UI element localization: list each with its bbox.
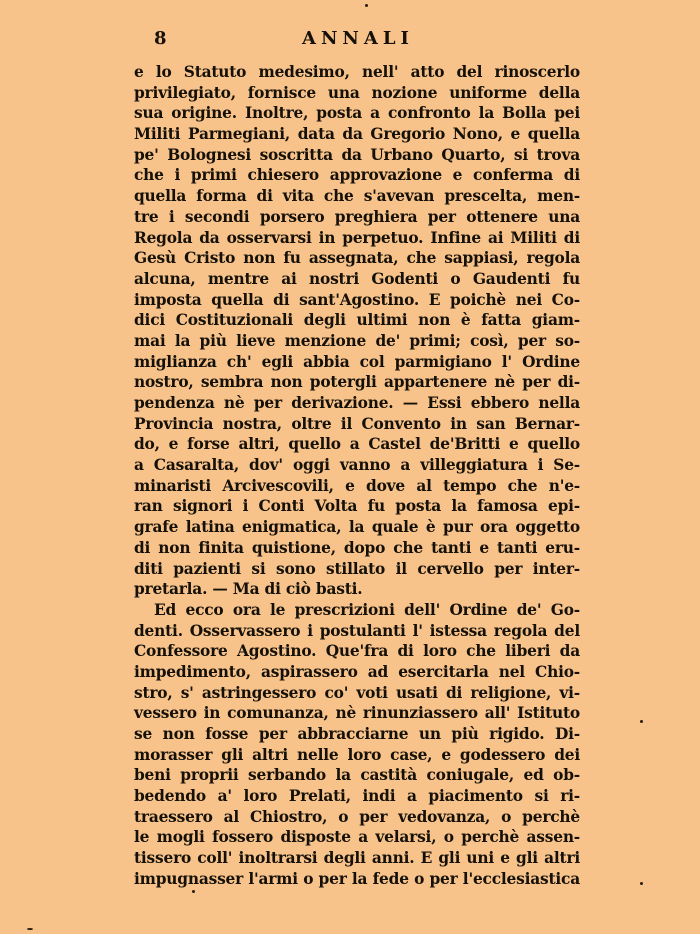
text-line: Provincia nostra, oltre il Convento in san Bernar-: [134, 414, 580, 433]
scan-speck: [365, 4, 368, 7]
text-line: e lo Statuto medesimo, nell' atto del rinoscerlo: [134, 63, 580, 81]
text-line: Militi Parmegiani, data da Gregorio Nono, e quella: [134, 125, 580, 144]
text-line: impedimento, aspirassero ad esercitarla nel Chio-: [134, 662, 580, 681]
text-line: le mogli fossero disposte a velarsi, o perchè assen-: [134, 828, 580, 847]
text-line: tissero coll' inoltrarsi degli anni. E gli uni e gli altri: [134, 849, 580, 868]
text-line: morasser gli altri nelle loro case, e godessero dei: [134, 745, 580, 764]
text-line: ran signori i Conti Volta fu posta la famosa epi-: [134, 497, 580, 516]
text-line: vessero in comunanza, nè rinunziassero all' Istituto: [134, 704, 580, 723]
text-line: stro, s' astringessero co' voti usati di religione, vi-: [134, 683, 580, 702]
text-line: che i primi chiesero approvazione e conferma di: [134, 166, 580, 185]
page-header: [134, 28, 580, 52]
text-line: do, e forse altri, quello a Castel de'Britti e quello: [134, 435, 580, 454]
scan-speck: [192, 890, 195, 893]
scan-speck: [27, 928, 33, 930]
text-line: Regola da osservarsi in perpetuo. Infine ai Militi di: [134, 228, 580, 247]
text-line: privilegiato, fornisce una nozione uniforme della: [134, 83, 580, 102]
scan-speck: [640, 882, 643, 885]
text-line: dici Costituzionali degli ultimi non è fatta giam-: [134, 311, 580, 330]
text-line: minaristi Arcivescovili, e dove al tempo che n'e-: [134, 476, 580, 495]
text-line: Gesù Cristo non fu assegnata, che sappiasi, regola: [134, 249, 580, 268]
text-line: alcuna, mentre ai nostri Godenti o Gaudenti fu: [134, 269, 580, 288]
page-number: 8: [154, 28, 167, 49]
text-line: bedendo a' loro Prelati, indi a piacimento si ri-: [134, 787, 580, 806]
text-line: pe' Bolognesi soscritta da Urbano Quarto, si trova: [134, 145, 580, 164]
text-line: denti. Osservassero i postulanti l' istessa regola del: [134, 621, 580, 640]
text-line: grafe latina enigmatica, la quale è pur ora oggetto: [134, 518, 580, 537]
text-line: Confessore Agostino. Que'fra di loro che liberi da: [134, 642, 580, 661]
text-line: impugnasser l'armi o per la fede o per l'ecclesiastica: [134, 869, 580, 888]
text-line: nostro, sembra non potergli appartenere nè per di-: [134, 373, 580, 392]
text-line: traessero al Chiostro, o per vedovanza, o perchè: [134, 807, 580, 826]
text-line: sua origine. Inoltre, posta a confronto la Bolla pei: [134, 104, 580, 123]
paragraph-start-line: Ed ecco ora le prescrizioni dell' Ordine de' Go-: [154, 600, 580, 619]
text-line: quella forma di vita che s'avevan prescelta, men-: [134, 187, 580, 206]
paragraph-end-line: pretarla. — Ma di ciò basti.: [134, 580, 363, 599]
text-line: pendenza nè per derivazione. — Essi ebbero nella: [134, 394, 580, 412]
text-line: diti pazienti si sono stillato il cervello per inter-: [134, 559, 580, 578]
text-line: beni proprii serbando la castità coniugale, ed ob-: [134, 766, 580, 785]
text-line: tre i secondi porsero preghiera per ottenere una: [134, 207, 580, 226]
running-title: ANNALI: [302, 28, 414, 49]
text-line: imposta quella di sant'Agostino. E poichè nei Co-: [134, 290, 580, 309]
text-line: miglianza ch' egli abbia col parmigiano l' Ordine: [134, 352, 580, 371]
text-line: se non fosse per abbracciarne un più rigido. Di-: [134, 725, 580, 743]
text-line: mai la più lieve menzione de' primi; così, per so-: [134, 331, 580, 350]
text-line: a Casaralta, dov' oggi vanno a villeggiatura i Se-: [134, 456, 580, 475]
text-line: di non finita quistione, dopo che tanti e tanti eru-: [134, 538, 580, 557]
body-text: [134, 62, 580, 890]
scan-speck: [640, 720, 643, 723]
